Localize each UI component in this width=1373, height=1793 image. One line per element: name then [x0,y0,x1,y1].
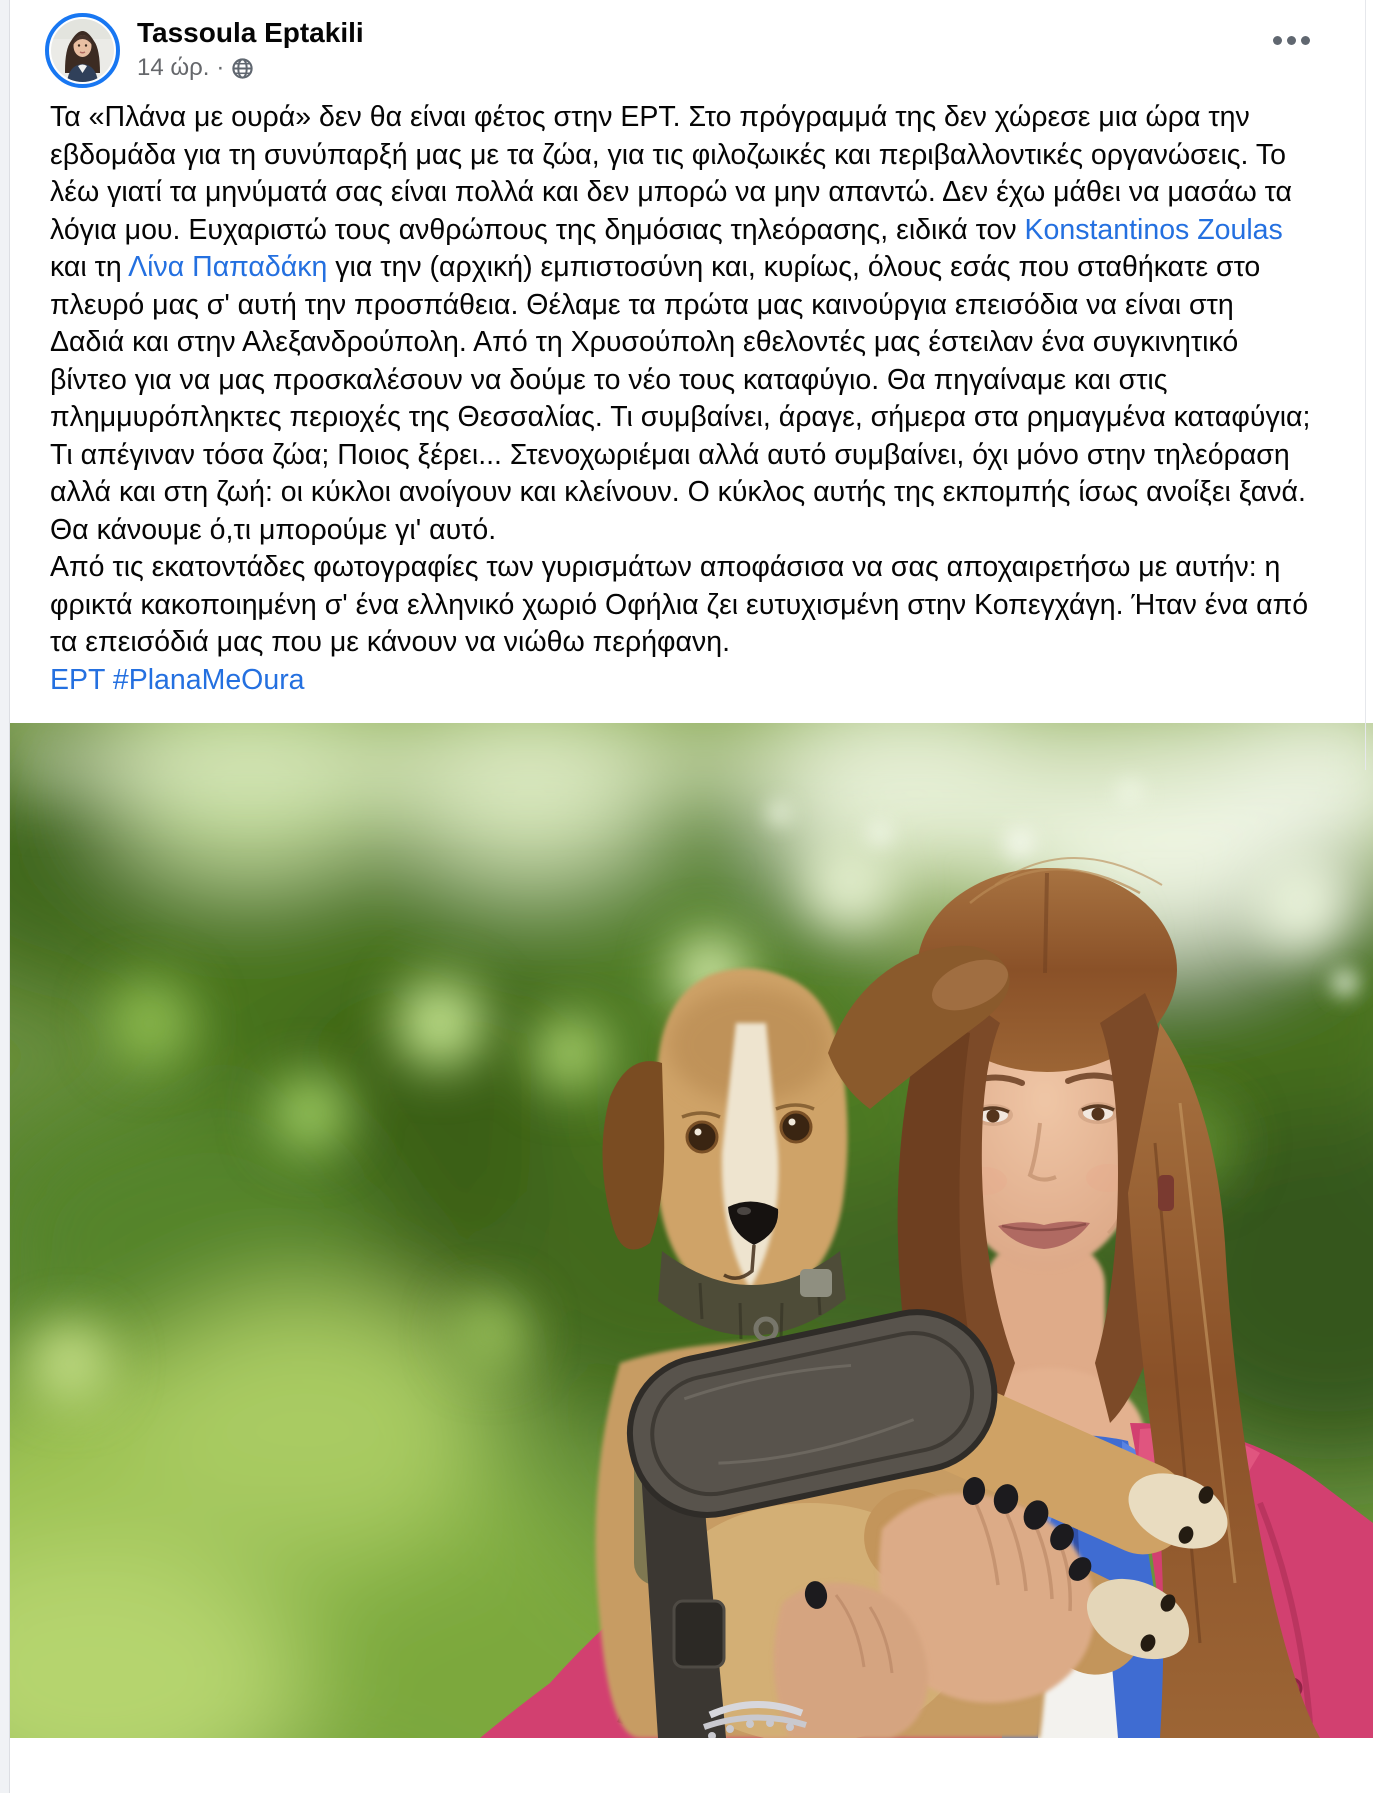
post-photo[interactable] [10,723,1373,1738]
photo-woman-holding-dog [10,723,1373,1738]
post-text [10,99,1373,699]
post-text-run: Από τις εκατοντάδες φωτογραφίες των γυρισμάτων αποφάσισα να σας αποχαιρετήσω με αυτήν: η φρικτά κακοποιημένη σ' ένα ελληνικό χωριό Οφήλια ζει ευτυχισμένη στην Κοπεγχάγη. Ήταν ένα από τα επεισόδιά μας που με κάνουν να νιώθω περήφανη. [50,551,1309,658]
post-text-run: για την (αρχική) εμπιστοσύνη και, κυρίως, όλους εσάς που σταθήκατε στο πλευρό μας σ' αυτή την προσπάθεια. Θέλαμε τα πρώτα μας καινούργια επεισόδια να είναι στη Δαδιά και στην Αλεξανδρούπολη. Από τη Χρυσούπολη εθελοντές μας έστειλαν ένα συγκινητικό βίντεο για να μας προσκαλέσουν να δούμε το νέο τους καταφύγιο. Θα πηγαίναμε και στις πλημμυρόπληκτες περιοχές της Θεσσαλίας. Τι συμβαίνει, άραγε, σήμερα στα ρημαγμένα καταφύγια; Τι απέγιναν τόσα ζώα; Ποιος ξέρει... Στενοχωριέμαι αλλά αυτό συμβαίνει, όχι μόνο στην τηλεόραση αλλά και στη ζωή: οι κύκλοι ανοίγουν και κλείνουν. Ο κύκλος αυτής της εκπομπής ίσως ανοίξει ξανά. Θα κάνουμε ό,τι μπορούμε γι' αυτό. [50,251,1311,546]
post-meta [137,53,364,83]
page-link-ert[interactable]: ΕΡΤ [50,663,105,696]
post-paragraph [50,549,1311,662]
card-right-edge [1365,0,1366,770]
post-header [10,0,1373,88]
post-options-button[interactable] [1265,28,1318,53]
post-timestamp[interactable]: 14 ώρ. [137,54,210,81]
mention-link-konstantinos-zoulas[interactable]: Konstantinos Zoulas [1024,213,1283,246]
meta-separator: · [216,54,225,81]
post-header-text [137,13,364,83]
avatar-image [51,19,114,82]
page-gutter [0,0,10,1793]
mention-link-lina-papadaki[interactable]: Λίνα Παπαδάκη [128,251,328,283]
globe-icon [231,57,254,80]
hashtag-link-planameoura[interactable]: #PlanaMeOura [112,663,305,696]
three-dots-icon [1273,36,1310,45]
author-name[interactable]: Tassoula Eptakili [137,17,364,48]
post-tags-line [50,662,1311,700]
post-text-run: Τα «Πλάνα με ουρά» δεν θα είναι φέτος στην ΕΡΤ. Στο πρόγραμμά της δεν χώρεσε μια ώρα την εβδομάδα για τη συνύπαρξή μας με τα ζώα, για τις φιλοζωικές και περιβαλλοντικές οργανώσεις. Το λέω γιατί τα μηνύματά σας είναι πολλά και δεν μπορώ να μην απαντώ. Δεν έχω μάθει να μασάω τα λόγια μου. Ευχαριστώ τους ανθρώπους της δημόσιας τηλεόρασης, ειδικά τον [50,101,1292,246]
avatar[interactable] [45,13,120,88]
post-paragraph [50,99,1311,549]
facebook-post [10,0,1373,1793]
post-text-run: και τη [50,251,129,283]
